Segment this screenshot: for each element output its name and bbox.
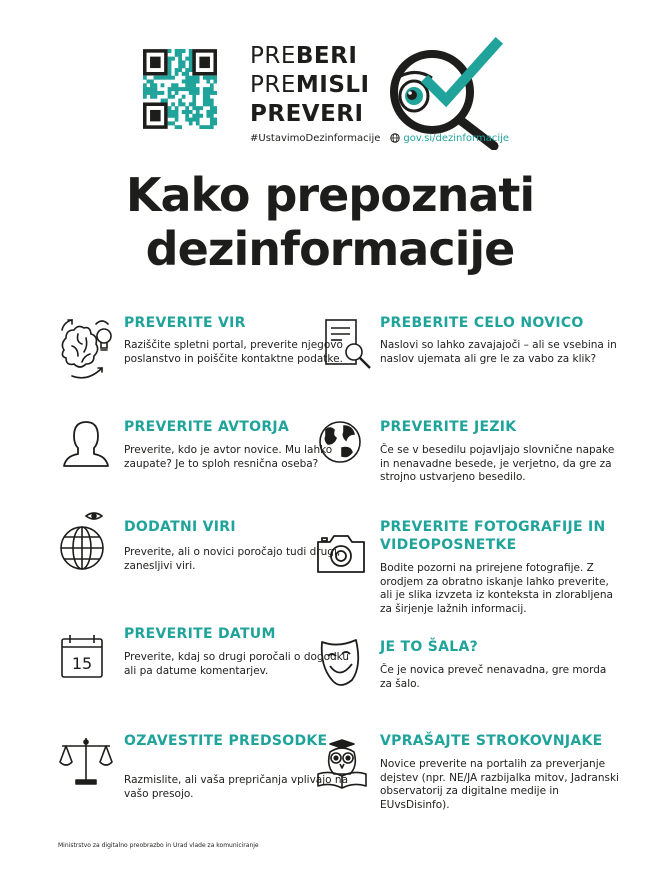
owl-icon [314, 738, 370, 794]
slogan-line-2: PREMISLI [250, 72, 370, 98]
card-text: Razmislite, ali vaša prepričanja vplivajo na vašo presojo. [124, 774, 349, 800]
card-heading: OZAVESTITE PREDSODKE [124, 733, 328, 749]
card-text: Bodite pozorni na prirejene fotografije. Z orodjem za obratno iskanje lahko preverite, ali je slika izvzeta iz konteksta in zlorabljena za širjenje lažnih informacij. [380, 562, 613, 615]
card-heading: PREVERITE JEZIK [380, 419, 517, 435]
card-text: Preverite, kdo je avtor novice. Mu lahko zaupate? Je to sploh resnična oseba? [124, 444, 333, 470]
hashtag-line [250, 133, 509, 144]
website-link[interactable]: gov.si/dezinformacije [403, 133, 510, 144]
document-magnifier-icon [314, 316, 370, 372]
person-icon [58, 418, 114, 474]
calendar-day: 15 [71, 654, 93, 673]
card-heading: JE TO ŠALA? [380, 639, 479, 655]
card-heading: PREVERITE VIR [124, 315, 246, 331]
slogan-line-1: PREBERI [250, 43, 358, 69]
card-heading: PREVERITE DATUM [124, 626, 276, 642]
card-heading: DODATNI VIRI [124, 519, 236, 535]
hashtag: #UstavimoDezinformacije [250, 133, 381, 144]
card-heading: PREVERITE AVTORJA [124, 419, 290, 435]
title-line-1: Kako prepoznati [125, 168, 535, 222]
card-text: Če je novica preveč nenavadna, gre morda za šalo. [380, 664, 607, 690]
card-text: Preverite, ali o novici poročajo tudi drugi, zanesljivi viri. [124, 546, 341, 572]
scales-icon [58, 736, 114, 792]
slogan-line-3: PREVERI [250, 101, 364, 127]
qr-code[interactable] [143, 49, 217, 129]
mask-icon [314, 636, 370, 692]
camera-icon [314, 532, 370, 588]
card-text: Raziščite spletni portal, preverite njegovo poslanstvo in poiščite kontaktne podatke. [124, 339, 343, 365]
card-text: Preverite, kdaj so drugi poročali o dogodku ali pa datume komentarjev. [124, 651, 350, 677]
slogan [250, 42, 380, 129]
calendar-icon [58, 633, 114, 689]
card-text: Če se v besedilu pojavljajo slovnične napake in nenavadne besede, je verjetno, da gre za strojno ustvarjeno besedilo. [380, 444, 615, 483]
page-title [0, 168, 660, 276]
eye-globe-icon [58, 512, 114, 568]
card-heading: VPRAŠAJTE STROKOVNJAKE [380, 733, 603, 749]
header [0, 0, 660, 160]
card-heading: PREBERITE CELO NOVICO [380, 315, 584, 331]
card-text: Naslovi so lahko zavajajoči – ali se vsebina in naslov ujemata ali gre le za vabo za klik? [380, 339, 617, 365]
globe-small-icon [390, 133, 400, 143]
title-line-2: dezinformacije [145, 222, 515, 276]
card-text: Novice preverite na portalih za preverjanje dejstev (npr. NE/JA razbijalka mitov, Jadranski observatorij za digitalne medije in EUvsDisinfo). [380, 758, 619, 811]
globe-icon [314, 418, 370, 474]
footer-credit: Ministrstvo za digitalno preobrazbo in Urad vlade za komuniciranje [58, 842, 259, 849]
brain-idea-icon [58, 316, 114, 372]
card-heading: PREVERITE FOTOGRAFIJE IN VIDEOPOSNETKE [380, 519, 606, 553]
